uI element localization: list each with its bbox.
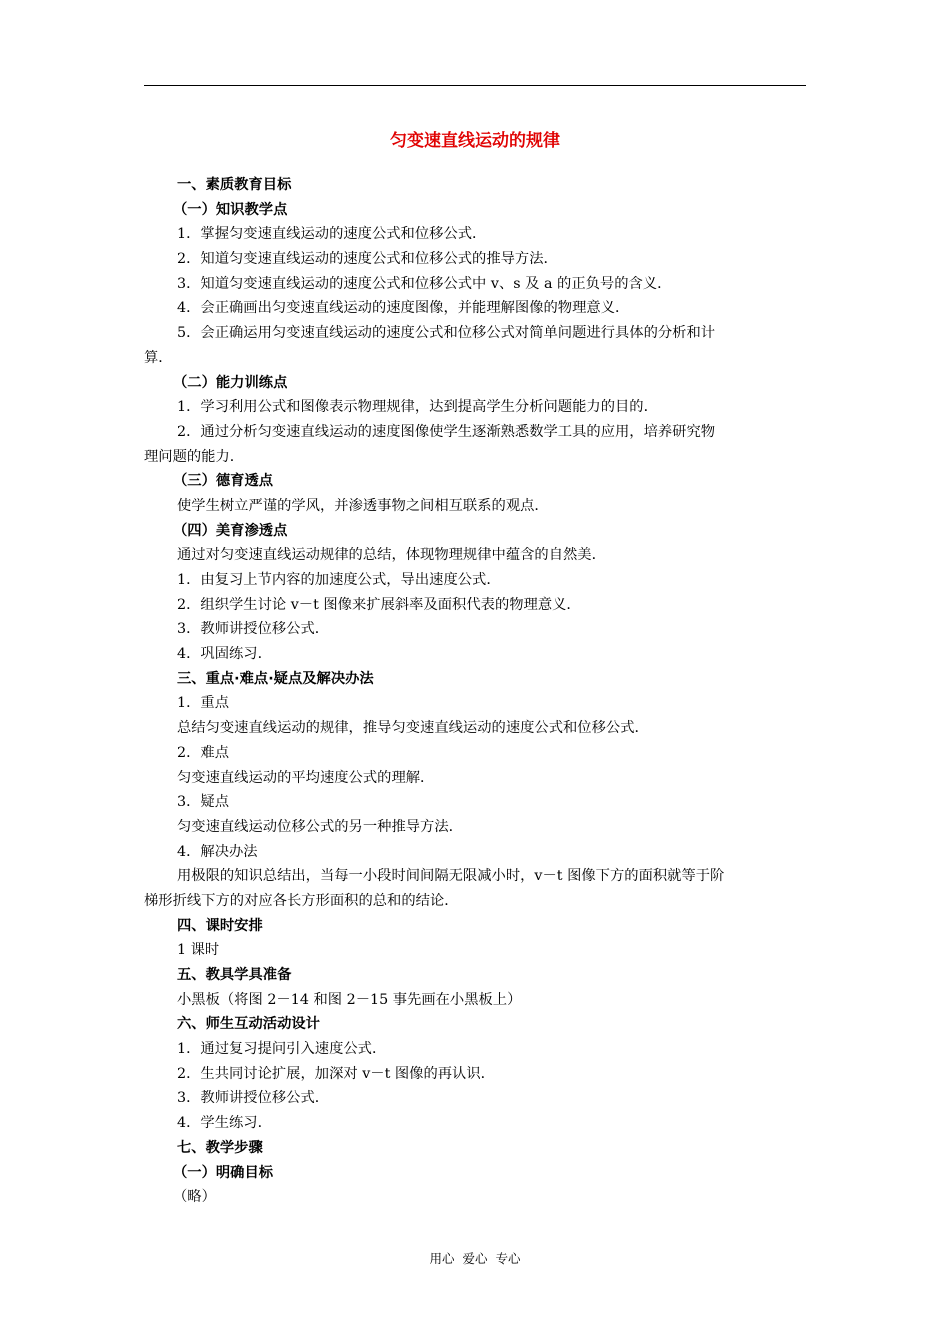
text-line: 1．通过复习提问引入速度公式． (177, 1041, 387, 1058)
section-heading: 一、素质教育目标 (177, 177, 292, 193)
text-line: 使学生树立严谨的学风，并渗透事物之间相互联系的观点． (177, 497, 549, 514)
text-line: 算． (144, 349, 173, 366)
text-line: 4．会正确画出匀变速直线运动的速度图像，并能理解图像的物理意义． (177, 300, 630, 317)
text-line: 5．会正确运用匀变速直线运动的速度公式和位移公式对简单问题进行具体的分析和计 (177, 325, 716, 342)
section-heading: （一）明确目标 (173, 1164, 274, 1181)
document-body (144, 173, 806, 1210)
text-line: 4．巩固练习． (177, 646, 272, 663)
text-line: 1．学习利用公式和图像表示物理规律，达到提高学生分析问题能力的目的． (177, 399, 658, 416)
section-heading: （二）能力训练点 (173, 374, 288, 391)
text-line: 1 课时 (177, 942, 220, 959)
text-line: 1．由复习上节内容的加速度公式，导出速度公式． (177, 572, 501, 588)
section-heading: （四）美育渗透点 (173, 522, 288, 539)
text-line: 总结匀变速直线运动的规律，推导匀变速直线运动的速度公式和位移公式． (177, 720, 649, 737)
section-heading: （三）德育透点 (173, 473, 274, 490)
text-line: 2．生共同讨论扩展，加深对 v－t 图像的再认识． (177, 1065, 495, 1082)
text-line: 4．解决办法 (177, 843, 258, 860)
text-line: 理问题的能力． (144, 448, 245, 465)
section-heading: （一）知识教学点 (173, 201, 288, 218)
text-line: 3．知道匀变速直线运动的速度公式和位移公式中 v、s 及 a 的正负号的含义． (177, 275, 672, 292)
text-line: 1．掌握匀变速直线运动的速度公式和位移公式． (177, 226, 487, 243)
text-line: 通过对匀变速直线运动规律的总结，体现物理规律中蕴含的自然美． (177, 547, 606, 564)
text-line: 2．难点 (177, 744, 229, 761)
header-rule (144, 85, 806, 86)
text-line: 3．教师讲授位移公式． (177, 1090, 330, 1107)
section-heading: 六、师生互动活动设计 (177, 1016, 320, 1033)
text-line: （略） (173, 1189, 216, 1206)
text-line: 匀变速直线运动的平均速度公式的理解． (177, 769, 435, 786)
section-heading: 五、教具学具准备 (177, 967, 292, 983)
document-title: 匀变速直线运动的规律 (390, 131, 560, 151)
text-line: 1．重点 (177, 695, 229, 712)
text-line: 3．教师讲授位移公式． (177, 621, 330, 638)
text-line: 梯形折线下方的对应各长方形面积的总和的结论． (144, 892, 459, 909)
section-heading: 三、重点·难点·疑点及解决办法 (177, 670, 374, 687)
text-line: 匀变速直线运动位移公式的另一种推导方法． (177, 818, 463, 835)
text-line: 3．疑点 (177, 794, 229, 811)
text-line: 用极限的知识总结出，当每一小段时间间隔无限减小时，v－t 图像下方的面积就等于阶 (177, 868, 725, 885)
text-line: 2．通过分析匀变速直线运动的速度图像使学生逐渐熟悉数学工具的应用，培养研究物 (177, 423, 716, 440)
text-line: 2．组织学生讨论 v－t 图像来扩展斜率及面积代表的物理意义． (177, 596, 581, 613)
text-line: 小黑板（将图 2－14 和图 2－15 事先画在小黑板上） (177, 991, 522, 1008)
page-footer: 用心 爱心 专心 (429, 1251, 521, 1266)
section-heading: 四、课时安排 (177, 917, 263, 934)
text-line: 2．知道匀变速直线运动的速度公式和位移公式的推导方法． (177, 251, 558, 268)
text-line: 4．学生练习． (177, 1115, 272, 1132)
section-heading: 七、教学步骤 (177, 1139, 263, 1156)
